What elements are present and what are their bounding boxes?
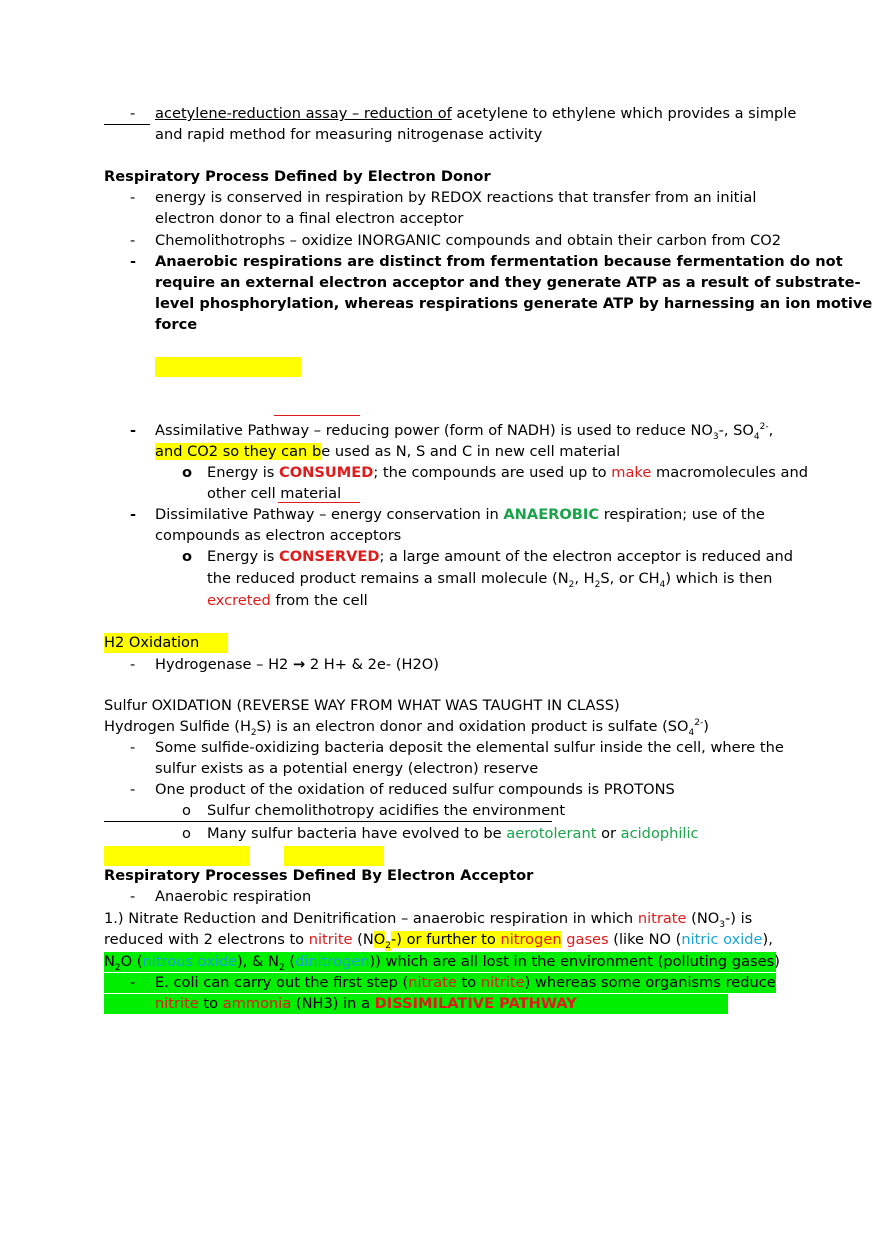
bullet-dash: - [130, 781, 136, 798]
highlight-block [155, 357, 301, 377]
bullet-dash: - [130, 739, 136, 756]
bullet-dash: - [130, 189, 136, 206]
anaerobic-keyword: ANAEROBIC [503, 506, 600, 523]
bullet-dash: - [130, 232, 136, 249]
sulfur-sub-1: Sulfur chemolithotropy acidifies the environment [207, 802, 566, 819]
donor-bullet-3d: force [155, 316, 198, 333]
conserved-keyword: CONSERVED [279, 548, 380, 565]
section-heading-donor: Respiratory Process Defined by Electron Donor [104, 168, 491, 185]
dissimilative-energy-line-2: the reduced product remains a small molecule ($N_2$, $H_2S$, or $CH_4$) which is then [207, 570, 773, 590]
anaerobic-respiration-item: Anaerobic respiration [155, 888, 312, 905]
bullet-dash: - [130, 105, 136, 122]
bullet-dash: - [130, 888, 136, 905]
highlight-block [284, 846, 384, 866]
sub-bullet-circle: o [182, 802, 191, 819]
dissimilative-energy-line-3: excreted from the cell [207, 592, 368, 609]
acetylene-text: acetylene to ethylene which provides a simple [451, 105, 797, 122]
sulfur-oxidation-heading: Sulfur OXIDATION (REVERSE WAY FROM WHAT WAS TAUGHT IN CLASS) [104, 697, 620, 714]
assimilative-energy-line-2: other cell material [207, 485, 342, 502]
bullet-dash: - [130, 656, 136, 673]
sulfur-bullet-1b: sulfur exists as a potential energy (electron) reserve [155, 760, 539, 777]
sulfur-bullet-1a: Some sulfide-oxidizing bacteria deposit the elemental sulfur inside the cell, where the [155, 739, 784, 756]
dissimilative-line-1: Dissimilative Pathway – energy conservation in ANAEROBIC respiration; use of the [155, 506, 765, 523]
donor-bullet-1b: electron donor to a final electron acceptor [155, 210, 464, 227]
dissimilative-energy-line: Energy is CONSERVED; a large amount of the electron acceptor is reduced and [207, 548, 794, 565]
nitrate-line-2: reduced with 2 electrons to nitrite $(NO_2-)$ or further to nitrogen gases (like NO (nitric oxide), [104, 931, 773, 951]
bullet-dash: - [130, 506, 137, 523]
sulfur-bullet-2: One product of the oxidation of reduced sulfur compounds is PROTONS [155, 781, 675, 798]
acetylene-line-2: and rapid method for measuring nitrogenase activity [155, 126, 543, 143]
dissimilative-pathway-keyword: DISSIMILATIVE PATHWAY [374, 995, 577, 1012]
consumed-keyword: CONSUMED [279, 464, 374, 481]
sub-bullet-circle: o [182, 825, 191, 842]
assimilative-energy-line: Energy is CONSUMED; the compounds are used up to make macromolecules and [207, 464, 808, 481]
ecoli-line-1: E. coli can carry out the first step (nitrate to nitrite) whereas some organisms reduce [155, 974, 776, 991]
dissimilative-line-2: compounds as electron acceptors [155, 527, 402, 544]
underline-rule [104, 821, 552, 822]
donor-bullet-3c: level phosphorylation, whereas respirations generate ATP by harnessing an ion motive [155, 295, 873, 312]
hydrogenase-line: Hydrogenase – H2 → 2 H+ & 2e- (H2O) [155, 656, 439, 673]
donor-bullet-3b: require an external electron acceptor and they generate ATP as a result of substrate- [155, 274, 861, 291]
bullet-dash: - [130, 422, 137, 439]
assimilative-line-1: Assimilative Pathway – reducing power (form of NADH) is used to reduce $NO_3-$, $SO_4^{2-}$, [155, 422, 774, 442]
highlight-block [104, 846, 250, 866]
acetylene-line-1 [155, 104, 796, 124]
bullet-dash: - [130, 253, 137, 270]
donor-bullet-1a: energy is conserved in respiration by REDOX reactions that transfer from an initial [155, 189, 757, 206]
hydrogen-sulfide-line: Hydrogen Sulfide $(H_2S)$ is an electron donor and oxidation product is sulfate $(SO_4^{2-})$ [104, 718, 709, 738]
sub-bullet-circle: o [182, 464, 193, 481]
assimilative-line-2: and CO2 so they can be used as N, S and C in new cell material [155, 443, 621, 460]
highlighted-text: and CO2 so they can b [155, 443, 322, 460]
right-arrow-icon: → [292, 656, 306, 673]
bullet-dash: - [130, 974, 136, 991]
acetylene-assay-term: acetylene-reduction assay – reduction of [155, 105, 452, 122]
underline-rule [104, 124, 150, 125]
red-rule [274, 415, 360, 416]
nitrate-line-1: 1.) Nitrate Reduction and Denitrification – anaerobic respiration in which nitrate $(NO_3-)$ is [104, 910, 753, 930]
nitrate-line-3: $N_2O$ (nitrous oxide), & $N_2$ (dinitrogen)) which are all lost in the environment (polluting gases) [104, 953, 780, 973]
section-heading-acceptor: Respiratory Processes Defined By Electron Acceptor [104, 867, 534, 884]
sub-bullet-circle: o [182, 548, 193, 565]
sulfur-sub-2: Many sulfur bacteria have evolved to be aerotolerant or acidophilic [207, 825, 699, 842]
donor-bullet-3a: Anaerobic respirations are distinct from fermentation because fermentation do not [155, 253, 843, 270]
ecoli-line-2: nitrite to ammonia (NH3) in a DISSIMILATIVE PATHWAY [155, 995, 577, 1012]
h2-oxidation-heading: H2 Oxidation [104, 634, 200, 651]
donor-bullet-2: Chemolithotrophs – oxidize INORGANIC compounds and obtain their carbon from CO2 [155, 232, 782, 249]
